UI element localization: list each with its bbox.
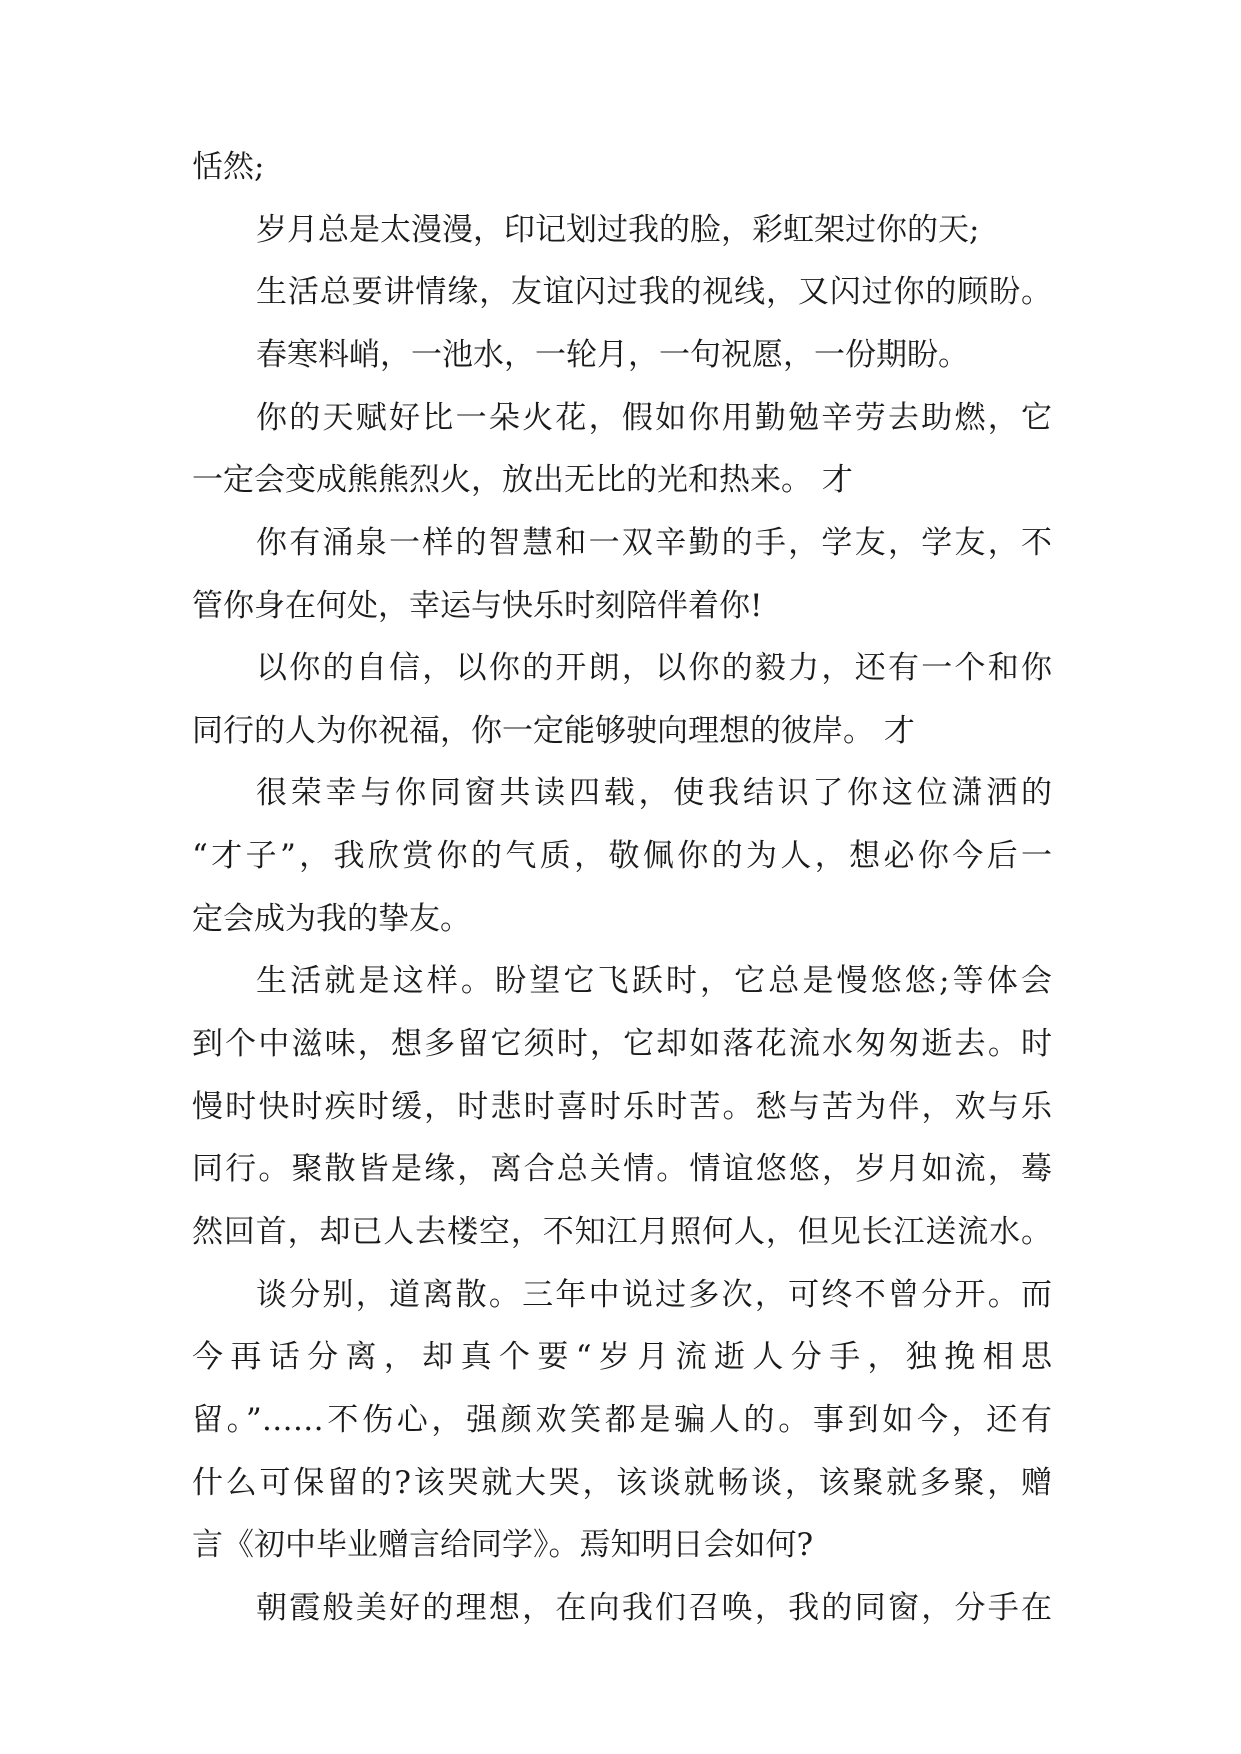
text-line: 朝霞般美好的理想，在向我们召唤，我的同窗，分手在 [256,1590,1052,1626]
text-line: 同行。聚散皆是缘，离合总关情。情谊悠悠，岁月如流，蓦 [192,1151,1052,1187]
text-line: 留。”……不伤心，强颜欢笑都是骗人的。事到如今，还有 [192,1402,1052,1438]
text-line: 以你的自信，以你的开朗，以你的毅力，还有一个和你 [256,650,1052,686]
text-line: 生活就是这样。盼望它飞跃时，它总是慢悠悠;等体会 [256,963,1052,999]
text-line: 慢时快时疾时缓，时悲时喜时乐时苦。愁与苦为伴，欢与乐 [192,1089,1052,1125]
text-line: 你有涌泉一样的智慧和一双辛勤的手，学友，学友，不 [256,525,1052,561]
text-line: 到个中滋味，想多留它须时，它却如落花流水匆匆逝去。时 [192,1026,1052,1062]
text-line: 一定会变成熊熊烈火，放出无比的光和热来。 才 [192,462,853,498]
text-line: 定会成为我的挚友。 [192,901,471,937]
text-line: 管你身在何处，幸运与快乐时刻陪伴着你! [192,588,763,624]
text-line: 很荣幸与你同窗共读四载，使我结识了你这位潇洒的 [256,775,1052,811]
text-line: 言《初中毕业赠言给同学》。焉知明日会如何? [192,1527,814,1563]
text-line: 春寒料峭，一池水，一轮月，一句祝愿，一份期盼。 [256,337,969,373]
text-line: 你的天赋好比一朵火花，假如你用勤勉辛劳去助燃，它 [256,400,1052,436]
text-line: 然回首，却已人去楼空，不知江月照何人，但见长江送流水。 [192,1214,1052,1250]
text-line: 岁月总是太漫漫，印记划过我的脸，彩虹架过你的天; [256,212,980,248]
text-line: 恬然; [192,149,265,185]
text-line: 今再话分离，却真个要“岁月流逝人分手，独挽相思 [192,1339,1052,1375]
text-line: “才子”，我欣赏你的气质，敬佩你的为人，想必你今后一 [192,838,1052,874]
text-line: 什么可保留的?该哭就大哭，该谈就畅谈，该聚就多聚，赠 [192,1465,1052,1501]
text-line: 同行的人为你祝福，你一定能够驶向理想的彼岸。 才 [192,713,915,749]
text-line: 生活总要讲情缘，友谊闪过我的视线，又闪过你的顾盼。 [256,274,1052,310]
text-line: 谈分别，道离散。三年中说过多次，可终不曾分开。而 [256,1277,1052,1313]
